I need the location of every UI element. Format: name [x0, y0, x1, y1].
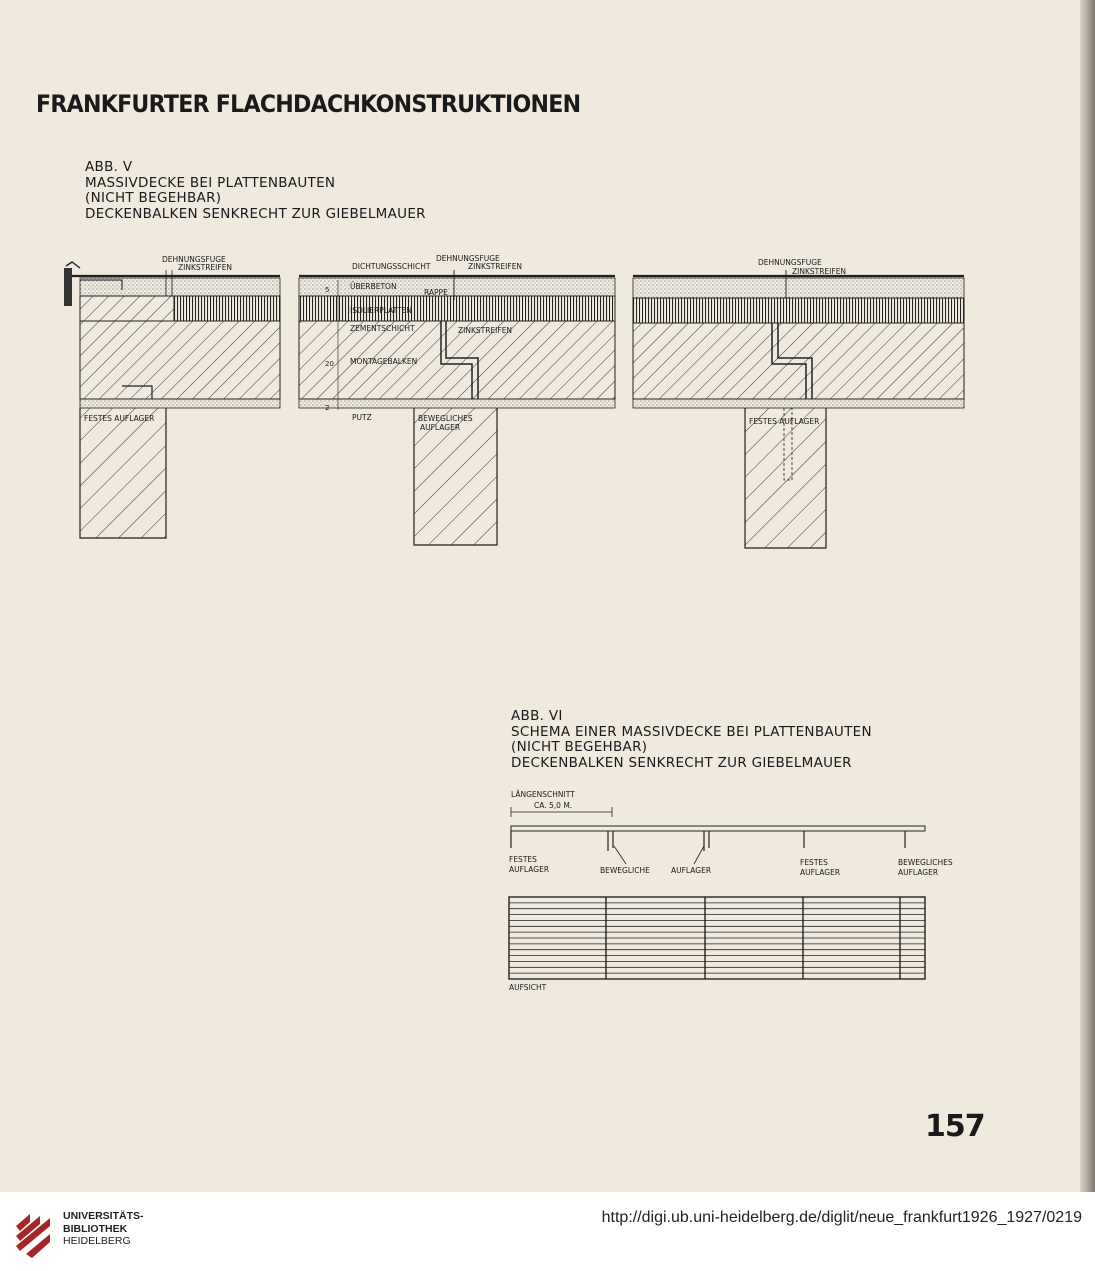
dim-label: 20 — [325, 360, 334, 368]
label-laengenschnitt: LÄNGENSCHNITT — [511, 790, 575, 799]
wall-section — [745, 408, 826, 548]
label-dehnungsfuge: DEHNUNGSFUGE — [162, 255, 226, 264]
detail-movable-support — [299, 254, 615, 545]
label-festes: FESTES — [509, 855, 537, 864]
label-rappe: RAPPE — [424, 288, 448, 297]
page-title: FRANKFURTER FLACHDACHKONSTRUKTIONEN — [36, 90, 581, 118]
label-zementschicht: ZEMENTSCHICHT — [350, 324, 415, 333]
wall-section — [80, 408, 166, 538]
library-name-line: HEIDELBERG — [63, 1235, 131, 1247]
label-bewegliche: BEWEGLICHE — [600, 866, 650, 875]
label-bewegliches: BEWEGLICHES — [898, 858, 953, 867]
page-number: 157 — [925, 1109, 985, 1144]
page-edge-shadow — [1080, 0, 1095, 1192]
fig6-longitudinal-section — [509, 790, 953, 877]
label-festes-auflager: FESTES AUFLAGER — [749, 417, 820, 426]
plaster-layer — [633, 399, 964, 408]
label-festes-auflager: FESTES AUFLAGER — [84, 414, 155, 423]
plaster-layer — [80, 399, 280, 408]
detail-eave — [64, 255, 280, 538]
source-url[interactable]: http://digi.ub.uni-heidelberg.de/diglit/neue_frankfurt1926_1927/0219 — [601, 1209, 1082, 1226]
label-zinkstreifen: ZINKSTREIFEN — [458, 326, 513, 335]
insulation-layer — [174, 296, 280, 321]
plaster-layer — [299, 399, 615, 408]
slab-section — [299, 321, 615, 399]
beam-line — [511, 826, 925, 831]
label-auflager: AUFLAGER — [420, 423, 461, 432]
label-zinkstreifen: ZINKSTREIFEN — [468, 262, 523, 271]
label-montagebalken: MONTAGEBALKEN — [350, 357, 418, 366]
overlay-concrete — [80, 278, 280, 296]
fig5-caption-line: ABB. V — [85, 159, 133, 175]
dim-label: 5 — [325, 286, 330, 294]
label-dehnungsfuge: DEHNUNGSFUGE — [436, 254, 500, 263]
label-aufsicht: AUFSICHT — [509, 983, 547, 992]
insulation-layer — [299, 296, 615, 321]
fig5-caption-line: (NICHT BEGEHBAR) — [85, 190, 222, 206]
label-zinkstreifen: ZINKSTREIFEN — [792, 267, 847, 276]
label-dichtungsschicht: DICHTUNGSSCHICHT — [352, 262, 431, 271]
insulation-layer — [633, 298, 964, 323]
detail-fixed-support — [633, 258, 964, 548]
library-name-line: BIBLIOTHEK — [63, 1222, 128, 1235]
label-auflager: AUFLAGER — [671, 866, 712, 875]
label-bewegliches: BEWEGLICHES — [418, 414, 473, 423]
library-logo-icon — [12, 1206, 54, 1260]
slab-section — [633, 323, 964, 399]
slab-section — [80, 321, 280, 399]
gutter-profile — [64, 268, 72, 306]
fig5-caption-line: DECKENBALKEN SENKRECHT ZUR GIEBELMAUER — [85, 205, 426, 222]
dim-label: 2 — [325, 404, 330, 412]
label-putz: PUTZ — [352, 413, 372, 422]
label-span: CA. 5,0 M. — [534, 801, 573, 810]
label-festes: FESTES — [800, 858, 828, 867]
label-dehnungsfuge: DEHNUNGSFUGE — [758, 258, 822, 267]
fig5-caption-line: MASSIVDECKE BEI PLATTENBAUTEN — [85, 174, 336, 191]
fig6-plan-view — [509, 897, 925, 992]
label-zinkstreifen: ZINKSTREIFEN — [178, 263, 233, 272]
library-name-line: UNIVERSITÄTS- — [63, 1210, 144, 1222]
fig6-caption-line: SCHEMA EINER MASSIVDECKE BEI PLATTENBAUTEN — [511, 723, 872, 740]
fig6-caption-line: ABB. VI — [511, 708, 563, 724]
label-auflager: AUFLAGER — [509, 865, 550, 874]
overlay-concrete — [299, 278, 615, 296]
label-auflager: AUFLAGER — [800, 868, 841, 877]
plan-slab-lines — [509, 903, 925, 973]
fig6-caption-line: DECKENBALKEN SENKRECHT ZUR GIEBELMAUER — [511, 754, 852, 771]
label-isolierplatten: ISOLIERPLATTEN — [350, 306, 413, 315]
footer-bar — [0, 1192, 1095, 1271]
edge-beam — [80, 296, 174, 321]
library-name — [63, 1210, 144, 1248]
overlay-concrete — [633, 278, 964, 298]
fig6-caption-line: (NICHT BEGEHBAR) — [511, 739, 648, 755]
label-auflager: AUFLAGER — [898, 868, 939, 877]
label-ueberbeton: ÜBERBETON — [350, 282, 397, 291]
